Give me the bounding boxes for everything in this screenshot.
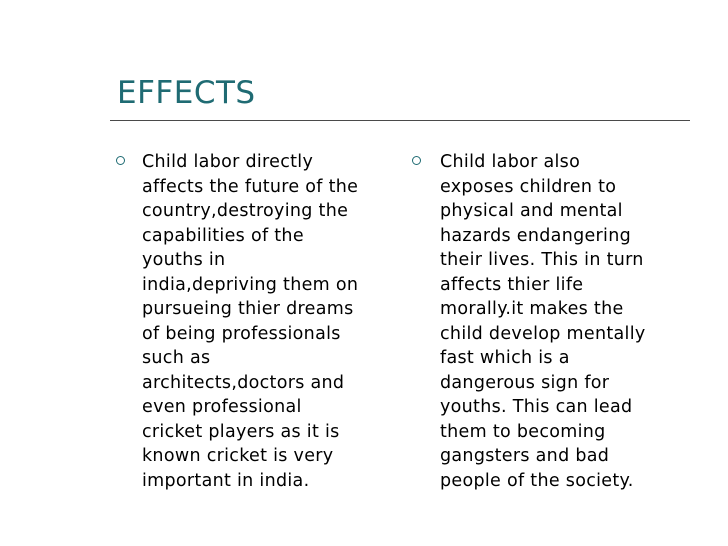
bullet-line: india,depriving them on — [142, 274, 359, 295]
bullet-line: fast which is a — [440, 348, 570, 368]
bullet-line: even professional — [142, 397, 302, 417]
bullet-line: Child labor also — [440, 152, 581, 172]
bullet-line: capabilities of the — [142, 225, 304, 246]
bullet-text-left — [142, 150, 358, 493]
bullet-line: country,destroying the — [142, 201, 349, 221]
bullet-text-right — [440, 150, 646, 493]
bullet-line: architects,doctors and — [142, 372, 345, 393]
bullet-line: pursueing thier dreams — [142, 299, 354, 319]
bullet-line: youths in — [142, 250, 226, 270]
bullet-line: them to becoming — [440, 421, 606, 442]
slide-title: EFFECTS — [117, 75, 256, 111]
bullet-line: known cricket is very — [142, 446, 334, 466]
circle-bullet-icon — [116, 156, 125, 165]
bullet-line: their lives. This in turn — [440, 250, 644, 270]
bullet-line: gangsters and bad — [440, 446, 610, 466]
bullet-item-left — [116, 150, 392, 493]
bullet-line: of being professionals — [142, 323, 341, 344]
bullet-line: affects the future of the — [142, 176, 359, 197]
bullet-line: Child labor directly — [142, 152, 314, 172]
title-divider — [110, 120, 690, 121]
bullet-item-right — [412, 150, 682, 493]
bullet-line: affects thier life — [440, 274, 584, 295]
circle-bullet-icon — [412, 156, 421, 165]
bullet-line: dangerous sign for — [440, 372, 610, 393]
bullet-line: morally.it makes the — [440, 299, 624, 319]
bullet-line: exposes children to — [440, 176, 617, 197]
bullet-line: physical and mental — [440, 201, 623, 221]
bullet-line: cricket players as it is — [142, 421, 340, 442]
bullet-line: hazards endangering — [440, 225, 632, 246]
bullet-line: people of the society. — [440, 470, 634, 491]
bullet-line: child develop mentally — [440, 323, 646, 344]
bullet-line: such as — [142, 348, 211, 368]
bullet-line: youths. This can lead — [440, 397, 633, 417]
bullet-line: important in india. — [142, 470, 310, 491]
